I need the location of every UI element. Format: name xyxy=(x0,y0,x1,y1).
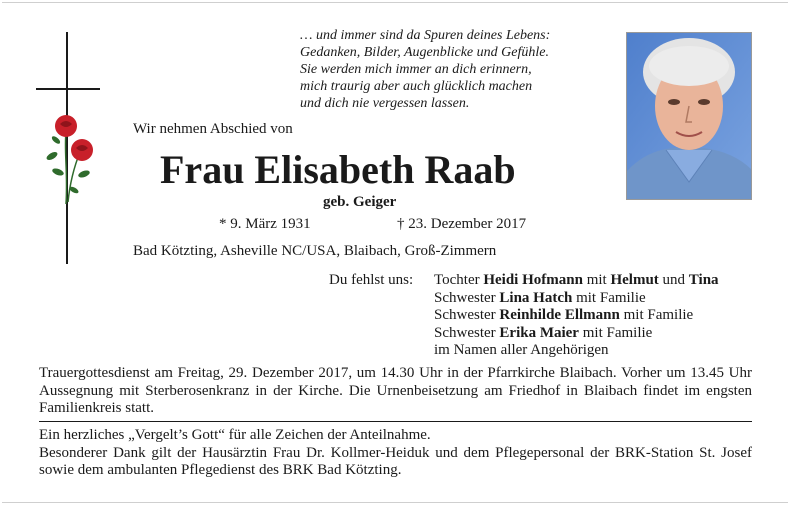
thanks-line: Ein herzliches „Vergelt’s Gott“ für alle Zeichen der Anteilnahme. xyxy=(39,427,431,443)
mourner-name: Heidi Hofmann xyxy=(483,272,583,288)
thanks-text xyxy=(39,427,752,480)
mourner-name: Lina Hatch xyxy=(499,289,573,306)
mourner-name: Erika Maier xyxy=(499,324,579,341)
mourner-text: und xyxy=(658,272,689,288)
mourner-text: im Namen aller Angehörigen xyxy=(434,342,609,358)
poem-line: mich traurig aber auch glücklich machen xyxy=(300,79,533,94)
poem-line: … und immer sind da Spuren deines Lebens: xyxy=(300,28,551,43)
mourner-text: mit Familie xyxy=(619,307,694,323)
mourner-line xyxy=(434,290,719,308)
mourner-text: mit Familie xyxy=(572,289,646,306)
mourner-line xyxy=(434,325,719,343)
service-info: Trauergottesdienst am Freitag, 29. Dezember 2017, um 14.30 Uhr in der Pfarrkirche Blaibach. Vorher um 13.45 Uhr Aussegnung mit Sterberosenkranz in der Kirche. Die Urnenbeisetzung am Friedhof in Blaibach findet im engsten Familienkreis statt. xyxy=(39,365,752,416)
thanks-line: Besonderer Dank gilt der Hausärztin Frau Dr. Kollmer-Heiduk und dem Pflegepersonal der BRK-Station St. Josef sowie dem ambulanten Pflegedienst des BRK Bad Kötzting. xyxy=(39,444,752,478)
bottom-border xyxy=(2,502,788,503)
poem xyxy=(300,27,610,112)
mourners-list xyxy=(434,272,719,360)
mourners-label: Du fehlst uns: xyxy=(329,272,414,288)
poem-line: Gedanken, Bilder, Augenblicke und Gefühle. xyxy=(300,45,549,60)
top-border xyxy=(2,2,788,3)
mourner-text: mit Familie xyxy=(578,324,653,341)
mourner-text: Tochter xyxy=(434,272,484,288)
divider xyxy=(39,421,752,422)
mourner-line xyxy=(434,342,719,360)
mourner-text: mit xyxy=(582,272,611,288)
maiden-name: geb. Geiger xyxy=(323,194,397,210)
death-date: † 23. Dezember 2017 xyxy=(397,216,527,232)
roses-icon xyxy=(44,112,100,208)
places: Bad Kötzting, Asheville NC/USA, Blaibach, Groß-Zimmern xyxy=(133,243,497,259)
mourner-line xyxy=(434,307,719,325)
poem-line: und dich nie vergessen lassen. xyxy=(300,96,470,111)
mourner-text: Schwester xyxy=(434,289,500,306)
deceased-name: Frau Elisabeth Raab xyxy=(160,147,516,192)
cross-bar xyxy=(36,88,100,90)
poem-line: Sie werden mich immer an dich erinnern, xyxy=(300,62,532,77)
mourner-line xyxy=(434,272,719,290)
intro-text: Wir nehmen Abschied von xyxy=(133,121,293,137)
mourner-name: Tina xyxy=(688,272,719,288)
mourner-name: Helmut xyxy=(610,272,659,288)
portrait-photo xyxy=(626,32,752,200)
mourner-name: Reinhilde Ellmann xyxy=(499,307,620,323)
mourner-text: Schwester xyxy=(434,324,500,341)
birth-date: * 9. März 1931 xyxy=(219,216,311,232)
mourner-text: Schwester xyxy=(434,307,500,323)
